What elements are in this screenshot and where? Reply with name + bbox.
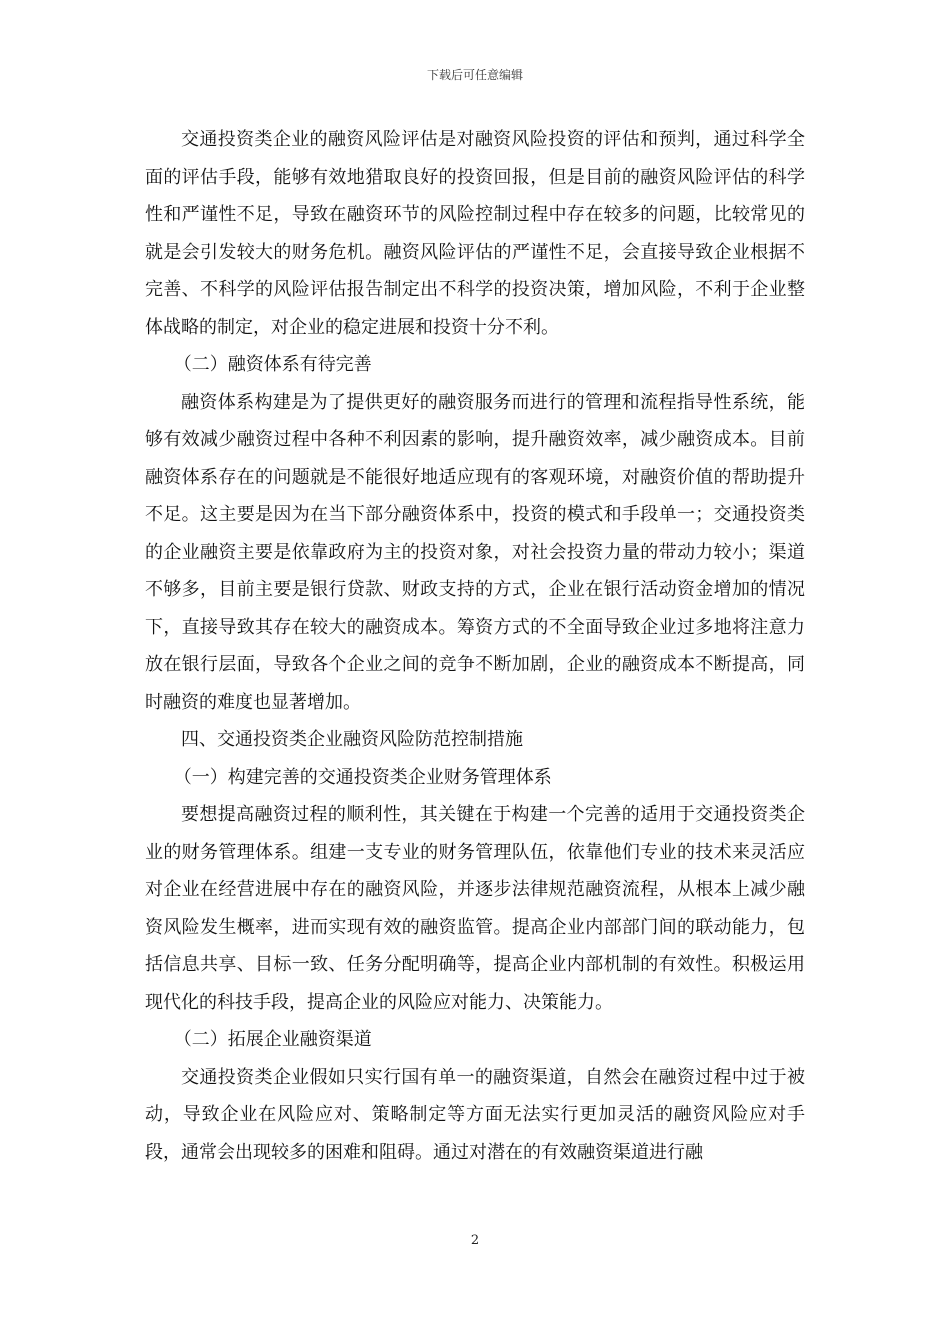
paragraph-financing-channels: 交通投资类企业假如只实行国有单一的融资渠道，自然会在融资过程中过于被动，导致企业在风险应对、策略制定等方面无法实行更加灵活的融资风险应对手段，通常会出现较多的困难和阻碍。通过对潜在的有效融资渠道进行融: [145, 1066, 805, 1163]
section-heading-financing-channels: （二）拓展企业融资渠道: [173, 1029, 372, 1050]
paragraph-risk-assessment: 交通投资类企业的融资风险评估是对融资风险投资的评估和预判，通过科学全面的评估手段，能够有效地猎取良好的投资回报，但是目前的融资风险评估的科学性和严谨性不足，导致在融资环节的风险控制过程中存在较多的问题，比较常见的就是会引发较大的财务危机。融资风险评估的严谨性不足，会直接导致企业根据不完善、不科学的风险评估报告制定出不科学的投资决策，增加风险，不利于企业整体战略的制定，对企业的稳定进展和投资十分不利。: [145, 129, 805, 338]
page-header-note: 下载后可任意编辑: [426, 68, 523, 82]
section-heading-financial-management: （一）构建完善的交通投资类企业财务管理体系: [173, 766, 552, 788]
document-body: [145, 121, 805, 1171]
paragraph-financial-management: 要想提高融资过程的顺利性，其关键在于构建一个完善的适用于交通投资类企业的财务管理体系。组建一支专业的财务管理队伍，依靠他们专业的技术来灵活应对企业在经营进展中存在的融资风险，并逐步法律规范融资流程，从根本上减少融资风险发生概率，进而实现有效的融资监管。提高企业内部部门间的联动能力，包括信息共享、目标一致、任务分配明确等，提高企业内部机制的有效性。积极运用现代化的科技手段，提高企业的风险应对能力、决策能力。: [145, 804, 805, 1013]
page-number: 2: [470, 1233, 480, 1248]
chapter-heading-control-measures: 四、交通投资类企业融资风险防范控制措施: [181, 729, 523, 750]
section-heading-financing-system: （二）融资体系有待完善: [173, 354, 372, 375]
paragraph-financing-system: 融资体系构建是为了提供更好的融资服务而进行的管理和流程指导性系统，能够有效减少融资过程中各种不利因素的影响，提升融资效率，减少融资成本。目前融资体系存在的问题就是不能很好地适应现有的客观环境，对融资价值的帮助提升不足。这主要是因为在当下部分融资体系中，投资的模式和手段单一；交通投资类的企业融资主要是依靠政府为主的投资对象，对社会投资力量的带动力较小；渠道不够多，目前主要是银行贷款、财政支持的方式，企业在银行活动资金增加的情况下，直接导致其存在较大的融资成本。筹资方式的不全面导致企业过多地将注意力放在银行层面，导致各个企业之间的竞争不断加剧，企业的融资成本不断提高，同时融资的难度也显著增加。: [145, 391, 805, 713]
